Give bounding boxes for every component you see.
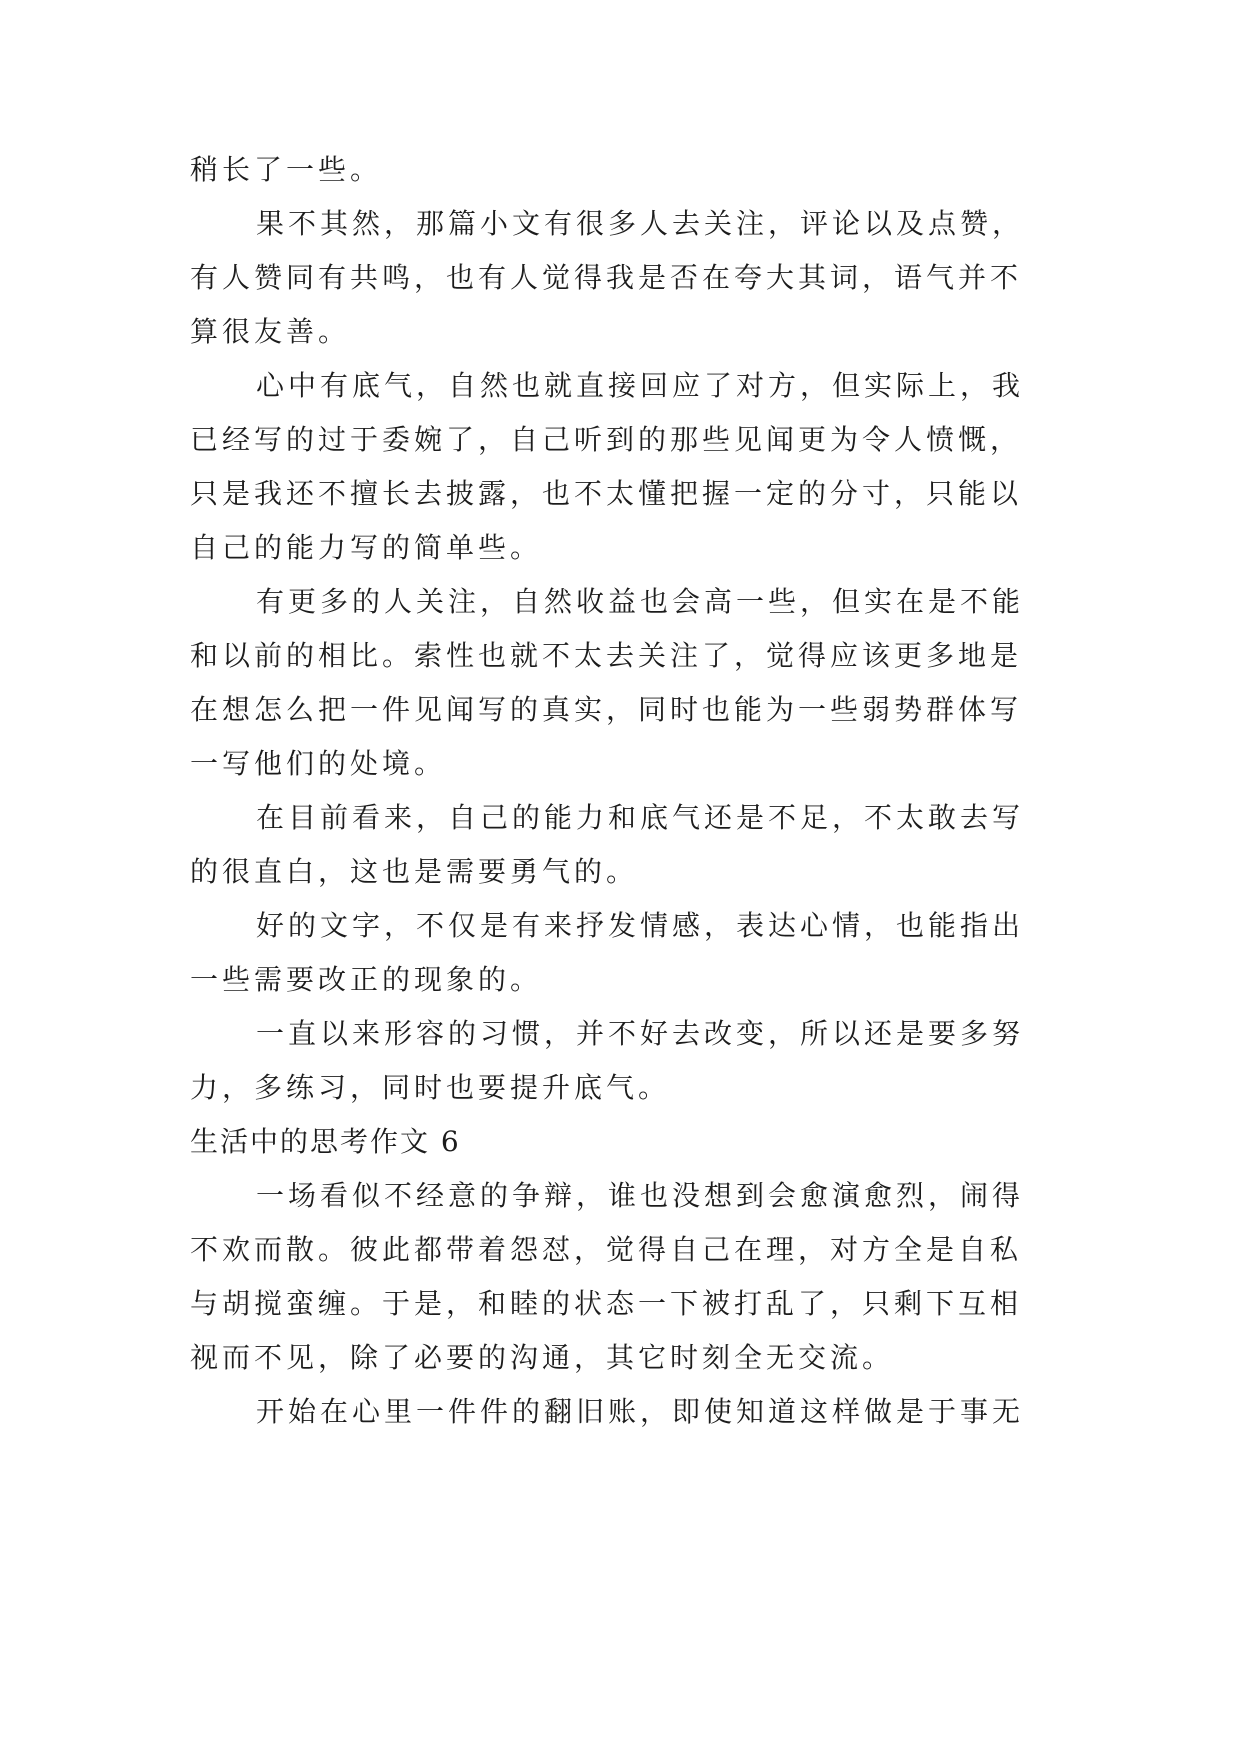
- text-line: 力，多练习，同时也要提升底气。: [190, 1071, 671, 1104]
- text-line: 稍长了一些。: [190, 153, 383, 186]
- paragraph-first-line: 一场看似不经意的争辩，谁也没想到会愈演愈烈，闹得: [256, 1179, 1025, 1212]
- text-line: 一写他们的处境。: [190, 747, 447, 780]
- paragraph-first-line: 心中有底气，自然也就直接回应了对方，但实际上，我: [256, 369, 1025, 402]
- text-line: 与胡搅蛮缠。于是，和睦的状态一下被打乱了，只剩下互相: [190, 1287, 1023, 1320]
- section-heading: 生活中的思考作文 6: [190, 1125, 461, 1158]
- paragraph-first-line: 果不其然，那篇小文有很多人去关注，评论以及点赞，: [256, 207, 1025, 240]
- text-line: 只是我还不擅长去披露，也不太懂把握一定的分寸，只能以: [190, 477, 1023, 510]
- text-line: 视而不见，除了必要的沟通，其它时刻全无交流。: [190, 1341, 895, 1374]
- paragraph-first-line: 好的文字，不仅是有来抒发情感，表达心情，也能指出: [256, 909, 1025, 942]
- text-line: 算很友善。: [190, 315, 351, 348]
- text-line: 和以前的相比。索性也就不太去关注了，觉得应该更多地是: [190, 639, 1023, 672]
- text-line: 不欢而散。彼此都带着怨怼，觉得自己在理，对方全是自私: [190, 1233, 1023, 1266]
- text-line: 一些需要改正的现象的。: [190, 963, 543, 996]
- paragraph-first-line: 有更多的人关注，自然收益也会高一些，但实在是不能: [256, 585, 1025, 618]
- paragraph-first-line: 在目前看来，自己的能力和底气还是不足，不太敢去写: [256, 801, 1025, 834]
- paragraph-first-line: 一直以来形容的习惯，并不好去改变，所以还是要多努: [256, 1017, 1025, 1050]
- text-line: 有人赞同有共鸣，也有人觉得我是否在夸大其词，语气并不: [190, 261, 1023, 294]
- paragraph-first-line: 开始在心里一件件的翻旧账，即使知道这样做是于事无: [256, 1395, 1025, 1428]
- text-line: 在想怎么把一件见闻写的真实，同时也能为一些弱势群体写: [190, 693, 1023, 726]
- text-line: 的很直白，这也是需要勇气的。: [190, 855, 639, 888]
- text-line: 自己的能力写的简单些。: [190, 531, 543, 564]
- text-line: 已经写的过于委婉了，自己听到的那些见闻更为令人愤慨，: [190, 423, 1023, 456]
